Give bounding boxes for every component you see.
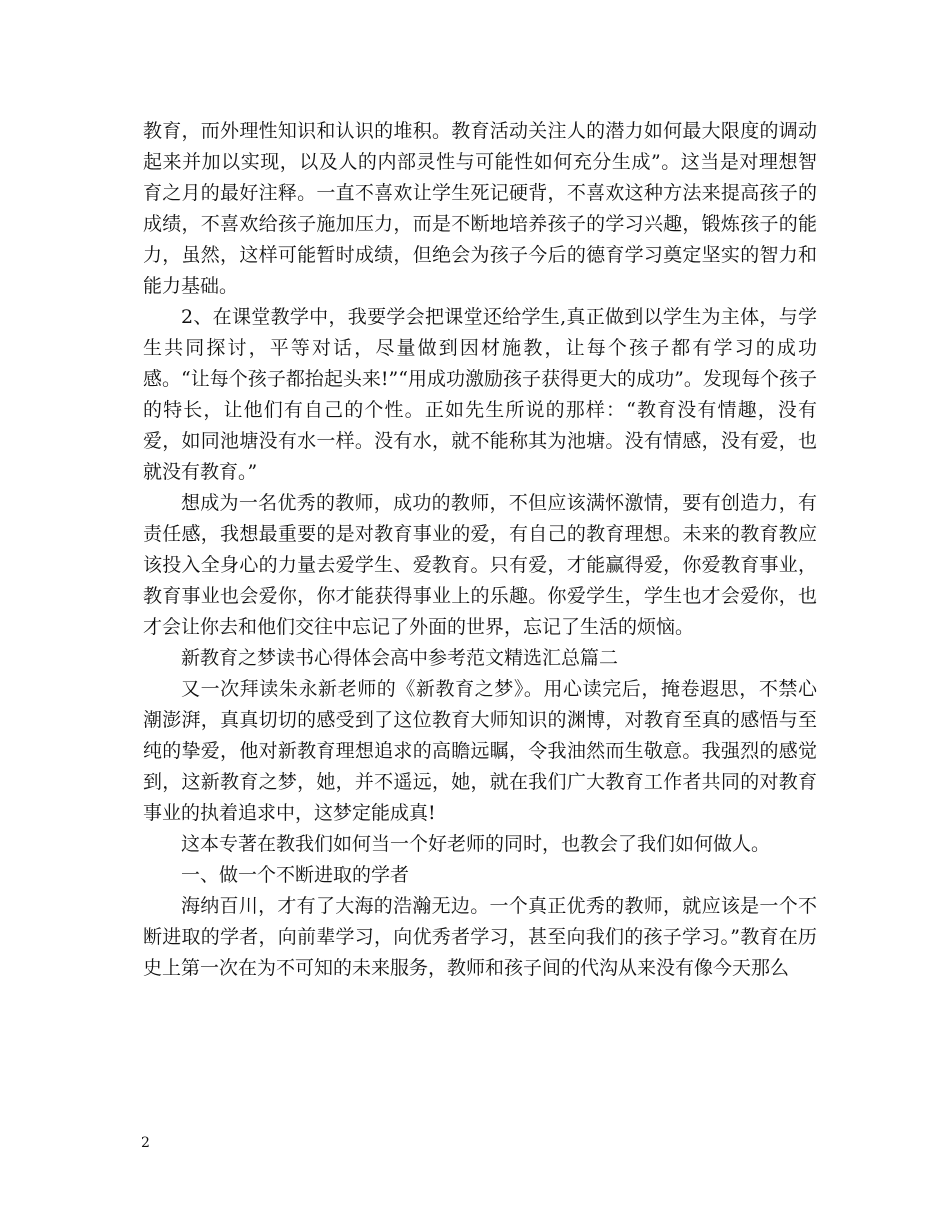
paragraph-2: 2、在课堂教学中，我要学会把课堂还给学生,真正做到以学生为主体，与学生共同探讨，平等对话，尽量做到因材施教，让每个孩子都有学习的成功感。“让每个孩子都抬起头来!”“用成功激励孩子获得更大的成功”。发现每个孩子的特长，让他们有自己的个性。正如先生所说的那样：“教育没有情趣，没有爱，如同池塘没有水一样。没有水，就不能称其为池塘。没有情感，没有爱，也就没有教育。” xyxy=(143,306,817,483)
paragraph-6: 这本专著在教我们如何当一个好老师的同时，也教会了我们如何做人。 xyxy=(181,833,771,855)
paragraph-1: 教育，而外理性知识和认识的堆积。教育活动关注人的潜力如何最大限度的调动起来并加以实现，以及人的内部灵性与可能性如何充分生成”。这当是对理想智育之月的最好注释。一直不喜欢让学生死记硬背，不喜欢这种方法来提高孩子的成绩，不喜欢给孩子施加压力，而是不断地培养孩子的学习兴趣，锻炼孩子的能力，虽然，这样可能暂时成绩，但绝会为孩子今后的德育学习奠定坚实的智力和能力基础。 xyxy=(143,120,817,297)
section-heading-article-two: 新教育之梦读书心得体会高中参考范文精选汇总篇二 xyxy=(181,647,619,669)
paragraph-3: 想成为一名优秀的教师，成功的教师，不但应该满怀激情，要有创造力，有责任感，我想最重要的是对教育事业的爱，有自己的教育理想。未来的教育教应该投入全身心的力量去爱学生、爱教育。只有爱，才能赢得爱，你爱教育事业，教育事业也会爱你，你才能获得事业上的乐趣。你爱学生，学生也才会爱你，也才会让你去和他们交往中忘记了外面的世界，忘记了生活的烦恼。 xyxy=(143,492,817,638)
subheading-scholar: 一、做一个不断进取的学者 xyxy=(181,864,410,886)
page-number: 2 xyxy=(141,1135,150,1151)
paragraph-8: 海纳百川，才有了大海的浩瀚无边。一个真正优秀的教师，就应该是一个不断进取的学者，向前辈学习，向优秀者学习，甚至向我们的孩子学习。”教育在历史上第一次在为不可知的未来服务，教师和孩子间的代沟从来没有像今天那么 xyxy=(143,895,817,979)
paragraph-5: 又一次拜读朱永新老师的《新教育之梦》。用心读完后，掩卷遐思，不禁心潮澎湃，真真切切的感受到了这位教育大师知识的渊博，对教育至真的感悟与至纯的挚爱，他对新教育理想追求的高瞻远瞩，令我油然而生敬意。我强烈的感觉到，这新教育之梦，她，并不遥远，她，就在我们广大教育工作者共同的对教育事业的执着追求中，这梦定能成真! xyxy=(143,678,817,824)
body-text xyxy=(143,116,817,984)
